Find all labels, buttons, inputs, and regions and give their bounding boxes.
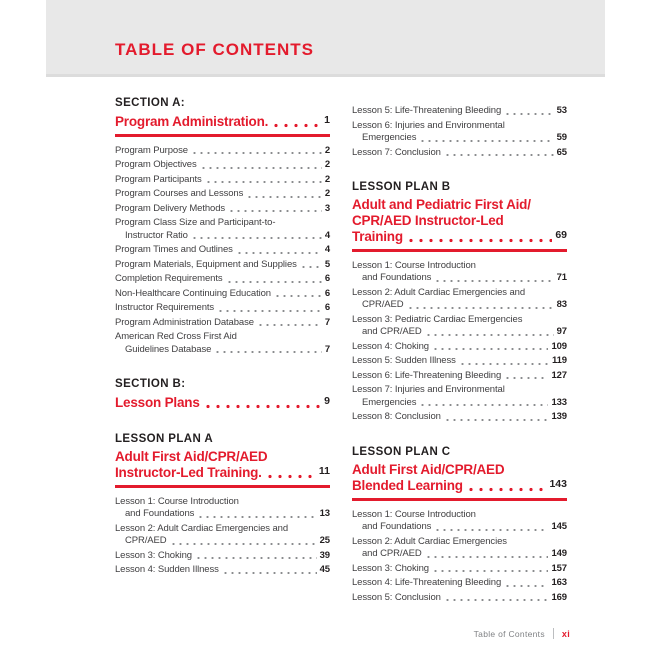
page-number: 83 (556, 299, 567, 310)
title-line: Blended Learning (352, 478, 463, 493)
title-line: Adult and Pediatric First Aid/ (352, 197, 531, 212)
title-line: CPR/AED Instructor-Led (352, 212, 504, 228)
page-number: 9 (324, 395, 330, 407)
dot-leader (459, 355, 549, 368)
entry-line: Program Participants (115, 173, 202, 185)
entry-leader-row (115, 244, 330, 257)
entry-line: Lesson 6: Life-Threatening Bleeding (352, 369, 502, 381)
toc-entry (352, 577, 567, 590)
entry-line: Lesson 1: Course Introduction (352, 259, 476, 271)
entry-line: and Foundations (362, 272, 432, 283)
entry-line: Lesson 6: Injuries and Environmental (352, 119, 505, 131)
entry-line: Emergencies (362, 132, 417, 143)
title-leader-row (352, 477, 567, 494)
entry-leader-row (352, 355, 567, 368)
dot-leader (228, 203, 322, 216)
block-title (115, 113, 330, 130)
dot-leader (444, 592, 549, 605)
title-line: Adult First Aid/CPR/AED (115, 448, 268, 464)
page-number: 1 (324, 114, 330, 126)
entry-leader-row (352, 397, 567, 410)
block-kicker: LESSON PLAN B (352, 181, 451, 193)
dot-leader (504, 105, 553, 118)
entry-leader-row (115, 174, 330, 187)
toc-entry (115, 244, 330, 257)
entry-leader-row (115, 288, 330, 301)
entry-line: Lesson 2: Adult Cardiac Emergencies and (115, 522, 289, 534)
dot-leader (257, 317, 322, 330)
dot-leader (434, 272, 553, 285)
section-rule (115, 134, 330, 137)
entry-leader-row (115, 317, 330, 330)
toc-entry (115, 145, 330, 158)
toc-item-list (115, 496, 330, 577)
dot-leader (300, 259, 322, 272)
entry-leader-row (115, 273, 330, 286)
page-number: 5 (324, 258, 330, 270)
page-number: 2 (324, 173, 330, 185)
entry-line: and CPR/AED (362, 548, 422, 559)
page-number: 69 (555, 229, 567, 241)
entry-line: Lesson 2: Adult Cardiac Emergencies (352, 535, 507, 547)
entry-line: Lesson 8: Conclusion (352, 411, 441, 422)
toc-entry (352, 314, 567, 339)
footer-label: Table of Contents (473, 628, 545, 639)
dot-leader (191, 145, 322, 158)
dot-leader (200, 159, 322, 172)
toc-entry (352, 536, 567, 561)
entry-line: Completion Requirements (115, 273, 223, 284)
block-title (115, 394, 330, 411)
dot-leader (236, 244, 322, 257)
entry-leader-row (352, 105, 567, 118)
dot-leader (407, 299, 554, 312)
page-title: TABLE OF CONTENTS (115, 40, 314, 59)
toc-entry (115, 496, 330, 521)
dot-leader (434, 521, 548, 534)
entry-leader-row (115, 203, 330, 216)
entry-line: Lesson 5: Conclusion (352, 591, 441, 603)
dot-leader (205, 174, 322, 187)
entry-leader-row (352, 577, 567, 590)
entry-line: Lesson 7: Conclusion (352, 146, 441, 158)
title-line: Instructor-Led Training. (115, 465, 262, 480)
title-leader-row (115, 113, 330, 130)
page-number: 119 (551, 355, 567, 366)
toc-item-list (352, 509, 567, 605)
entry-line: Program Materials, Equipment and Supplies (115, 258, 297, 270)
entry-leader-row (115, 259, 330, 272)
entry-line: Lesson 4: Life-Threatening Bleeding (352, 577, 502, 588)
block-kicker: SECTION B: (115, 378, 186, 390)
entry-leader-row (352, 272, 567, 285)
toc-block (352, 446, 567, 605)
entry-leader-row (115, 535, 330, 548)
toc-block (115, 378, 330, 411)
page-number: 7 (324, 316, 330, 328)
toc-column-right (352, 97, 567, 606)
dot-leader (504, 370, 548, 383)
dot-leader (197, 508, 316, 521)
entry-line: Lesson 2: Adult Cardiac Emergencies and (352, 286, 526, 298)
block-kicker: LESSON PLAN A (115, 432, 214, 445)
toc-entry (352, 105, 567, 118)
entry-line: Lesson 4: Choking (352, 340, 429, 352)
dot-leader (425, 326, 554, 339)
dot-leader (195, 550, 317, 563)
toc-entry (352, 370, 567, 383)
entry-line: Instructor Ratio (125, 229, 188, 241)
dot-leader (432, 563, 548, 576)
block-title (352, 197, 567, 245)
entry-line: Non-Healthcare Continuing Education (115, 287, 271, 299)
toc-entry (115, 331, 330, 356)
entry-leader-row (115, 550, 330, 563)
section-rule (352, 498, 567, 501)
dot-leader (271, 113, 321, 130)
page-header-banner (46, 0, 605, 77)
title-line: Lesson Plans (115, 395, 200, 410)
page-number: 53 (556, 105, 567, 116)
page-number: 109 (551, 340, 567, 352)
toc-item-list (115, 145, 330, 357)
entry-line: Program Objectives (115, 159, 197, 170)
toc-entry (352, 384, 567, 409)
page-number: 13 (319, 508, 330, 519)
toc-entry (115, 174, 330, 187)
title-leader-row (352, 228, 567, 245)
page-number: 2 (324, 144, 330, 156)
entry-leader-row (115, 145, 330, 158)
toc-entry (352, 147, 567, 160)
entry-line: Emergencies (362, 396, 417, 408)
title-leader-row (115, 394, 330, 411)
page-number: 97 (556, 326, 567, 337)
toc-entry (115, 273, 330, 286)
toc-block (115, 433, 330, 577)
page-number: 2 (324, 188, 330, 199)
entry-leader-row (352, 341, 567, 354)
toc-block (115, 97, 330, 356)
page-number: 169 (551, 591, 567, 603)
page-number: 6 (324, 302, 330, 313)
page-number: 2 (324, 159, 330, 170)
dot-leader (419, 132, 553, 145)
page-number: 7 (324, 343, 330, 355)
entry-line: CPR/AED (362, 299, 404, 310)
toc-item-list (352, 105, 567, 159)
dot-leader (504, 577, 548, 590)
block-title (115, 449, 330, 481)
page-number: 4 (324, 229, 330, 241)
entry-leader-row (352, 299, 567, 312)
toc-entry (115, 288, 330, 301)
entry-line: Instructor Requirements (115, 302, 215, 313)
toc-column-left (115, 97, 330, 606)
toc-entry (115, 564, 330, 577)
entry-line: Program Times and Outlines (115, 244, 233, 255)
toc-entry (115, 259, 330, 272)
page-number: 127 (551, 369, 567, 381)
dot-leader (265, 464, 316, 481)
dot-leader (444, 411, 549, 424)
section-rule (115, 485, 330, 488)
toc-entry (352, 563, 567, 576)
block-kicker: SECTION A: (115, 97, 186, 109)
dot-leader (170, 535, 317, 548)
page-number: 71 (556, 272, 567, 283)
entry-line: Lesson 5: Life-Threatening Bleeding (352, 105, 502, 116)
entry-leader-row (115, 564, 330, 577)
entry-leader-row (352, 563, 567, 576)
page-number: 6 (324, 273, 330, 284)
toc-entry (115, 523, 330, 548)
page-number: 25 (319, 535, 330, 546)
entry-line: Program Class Size and Participant-to- (115, 217, 276, 228)
toc-entry (352, 355, 567, 368)
entry-leader-row (352, 326, 567, 339)
dot-leader (217, 302, 322, 315)
toc-entry (352, 120, 567, 145)
entry-line: Program Purpose (115, 144, 188, 156)
toc-entry (352, 341, 567, 354)
page-number: 45 (319, 564, 330, 575)
page-footer (474, 628, 570, 639)
dot-leader (406, 228, 552, 245)
entry-line: Lesson 3: Choking (352, 562, 429, 574)
toc-entry (352, 287, 567, 312)
entry-leader-row (115, 159, 330, 172)
entry-leader-row (352, 411, 567, 424)
dot-leader (226, 273, 322, 286)
entry-leader-row (352, 548, 567, 561)
entry-line: and Foundations (362, 521, 432, 532)
entry-leader-row (352, 521, 567, 534)
page-number: 139 (551, 411, 567, 422)
dot-leader (246, 188, 322, 201)
dot-leader (203, 394, 322, 411)
dot-leader (274, 288, 322, 301)
block-title (352, 462, 567, 494)
entry-line: Program Delivery Methods (115, 202, 226, 214)
footer-page-number: xi (561, 628, 570, 639)
page-number: 145 (551, 521, 567, 532)
toc-item-list (352, 260, 567, 424)
entry-leader-row (115, 344, 330, 357)
entry-leader-row (115, 188, 330, 201)
entry-line: Lesson 1: Course Introduction (352, 508, 476, 520)
entry-leader-row (352, 370, 567, 383)
toc-entry (352, 411, 567, 424)
page-number: 59 (556, 132, 567, 143)
toc-entry (115, 203, 330, 216)
toc-entry (352, 260, 567, 285)
toc-entry (352, 592, 567, 605)
entry-leader-row (352, 592, 567, 605)
toc-entry (115, 550, 330, 563)
footer-divider (553, 628, 554, 639)
page-number: 157 (551, 562, 567, 574)
dot-leader (466, 477, 547, 494)
toc-columns (115, 97, 567, 606)
page-number: 143 (549, 478, 567, 490)
page-number: 3 (324, 202, 330, 214)
entry-line: American Red Cross First Aid (115, 331, 237, 342)
dot-leader (419, 397, 548, 410)
title-leader-row (115, 464, 330, 481)
toc-entry (115, 159, 330, 172)
title-line: Training (352, 229, 403, 244)
toc-block (352, 181, 567, 424)
entry-line: Lesson 5: Sudden Illness (352, 355, 456, 366)
entry-line: Lesson 3: Choking (115, 549, 192, 561)
page-number: 4 (324, 244, 330, 255)
title-line: Adult First Aid/CPR/AED (352, 461, 505, 477)
dot-leader (222, 564, 317, 577)
page-number: 6 (324, 287, 330, 299)
dot-leader (425, 548, 549, 561)
entry-line: Lesson 1: Course Introduction (115, 495, 239, 507)
page-number: 39 (319, 549, 330, 561)
page-number: 65 (556, 146, 567, 158)
block-kicker: LESSON PLAN C (352, 445, 451, 458)
toc-entry (115, 217, 330, 242)
dot-leader (432, 341, 548, 354)
dot-leader (444, 147, 554, 160)
entry-leader-row (115, 508, 330, 521)
entry-leader-row (352, 132, 567, 145)
dot-leader (214, 344, 322, 357)
entry-line: and Foundations (125, 508, 195, 519)
entry-line: Lesson 7: Injuries and Environmental (352, 384, 505, 395)
toc-entry (115, 317, 330, 330)
page-number: 11 (318, 465, 330, 477)
entry-line: Guidelines Database (125, 343, 212, 355)
dot-leader (191, 230, 322, 243)
entry-leader-row (115, 302, 330, 315)
page-number: 163 (551, 577, 567, 588)
toc-entry (115, 188, 330, 201)
toc-entry (352, 509, 567, 534)
entry-line: CPR/AED (125, 535, 167, 546)
entry-line: Lesson 4: Sudden Illness (115, 564, 219, 575)
page-number: 149 (551, 548, 567, 559)
toc-block (352, 105, 567, 159)
entry-line: and CPR/AED (362, 326, 422, 337)
entry-leader-row (352, 147, 567, 160)
entry-line: Lesson 3: Pediatric Cardiac Emergencies (352, 313, 523, 325)
title-line: Program Administration. (115, 114, 269, 129)
entry-line: Program Administration Database (115, 316, 254, 328)
page-number: 133 (551, 396, 567, 408)
toc-entry (115, 302, 330, 315)
entry-leader-row (115, 230, 330, 243)
section-rule (352, 249, 567, 252)
entry-line: Program Courses and Lessons (115, 188, 244, 199)
